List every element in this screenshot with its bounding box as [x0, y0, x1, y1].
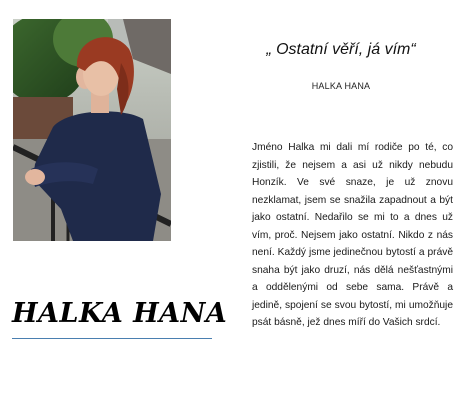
- quote-title: „ Ostatní věří, já vím“: [266, 41, 416, 58]
- quote-author: HALKA HANA: [311, 81, 371, 91]
- bio-paragraph: Jméno Halka mi dali mí rodiče po té, co zjistili, že nejsem a asi už nikdy nebudu Honzík. Ve své snaze, je už znovu nezklamat, jsem se snažila zapadnout a být jako ostatní. Nedařilo se mi to a dnes už vím, proč. Nejsem jako ostatní. Nikdo z nás není. Každý jsme jedinečnou bytostí a právě snaha být jako druzí, nás dělá nešťastnými a oddělenými od sebe sama. Právě a jedině, spojení se svou bytostí, mi umožňuje psát básně, jež dnes míří do Vašich srdcí.: [252, 142, 453, 328]
- author-name-heading: HALKA HANA: [12, 298, 228, 329]
- heading-underline: [12, 338, 212, 339]
- author-photo: [13, 19, 171, 241]
